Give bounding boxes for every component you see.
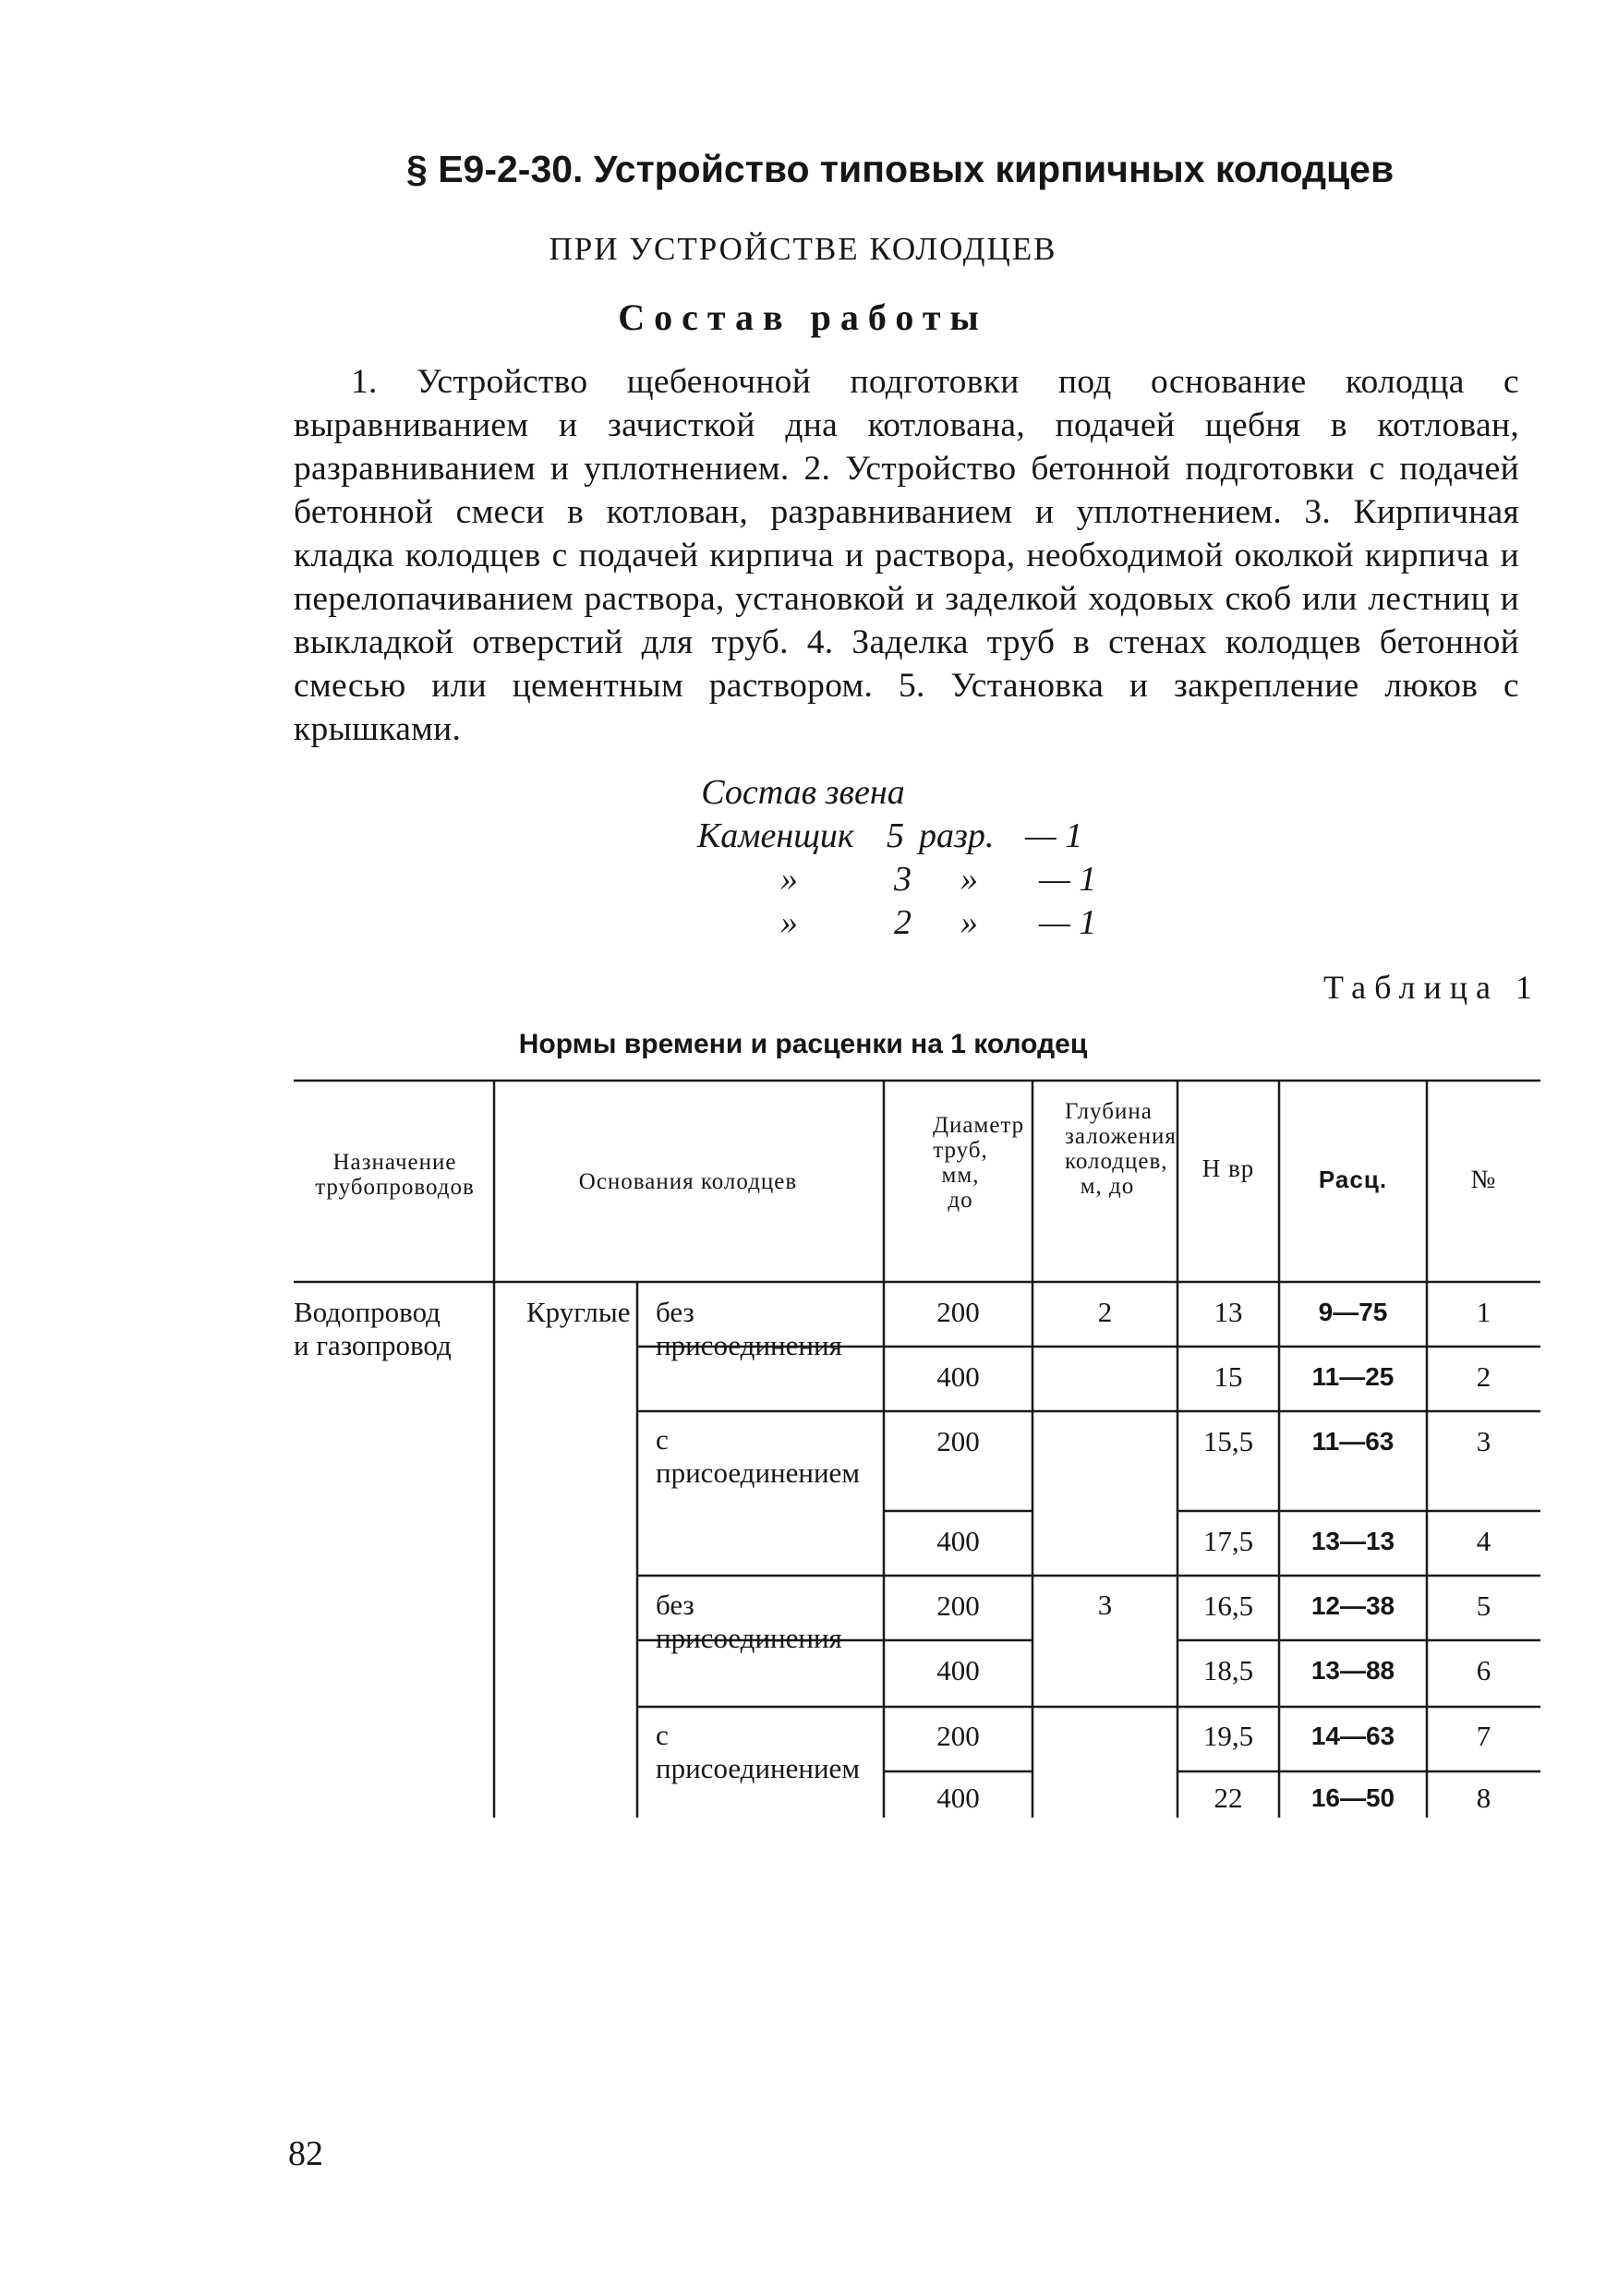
crew-role-0: Каменщик [697, 816, 854, 855]
cell-norm-4: 17,5 [1202, 1525, 1254, 1557]
cell-diameter-5: 200 [936, 1589, 980, 1622]
cell-diameter-6: 400 [936, 1654, 980, 1686]
cell-norm-8: 22 [1214, 1782, 1243, 1814]
cell-kind-1: без присоединения [656, 1296, 842, 1361]
work-composition-text: 1. Устройство щебеночной подготовки под основание колодца с выравниванием и зачисткой дна котлована, подачей щебня в котлован, разравниванием и уплотнением. 2. Устройство бетонной подготовки с подачей бетонной смеси в котлован, разравниванием и уплотнением. 3. Кирпичная кладка колодцев с подачей кирпича и раствора, необходимой околкой кирпича и перелопачиванием раствора, установкой и заделкой ходовых скоб или лестниц и выкладкой отверстий для труб. 4. Заделка труб в стенах колодцев бетонной смесью или цементным раствором. 5. Установка и закрепление люков с крышками. [294, 363, 1519, 748]
cell-number-1: 1 [1476, 1296, 1491, 1328]
cell-norm-3: 15,5 [1202, 1425, 1254, 1457]
cell-diameter-7: 200 [936, 1720, 980, 1752]
table-label: Таблица 1 [1323, 969, 1540, 1006]
cell-rate-5: 12—38 [1310, 1591, 1395, 1620]
cell-norm-1: 13 [1214, 1296, 1243, 1328]
cell-kind-3: без присоединения [656, 1589, 842, 1654]
cell-diameter-2: 400 [936, 1360, 980, 1393]
header-norm: Н вр [1201, 1154, 1255, 1182]
header-depth: Глубина заложения колодцев, м, до [1065, 1099, 1177, 1199]
crew-grade-1: 3 [894, 860, 912, 899]
crew-count-0: — 1 [1025, 816, 1083, 855]
crew-title: Состав звена [701, 773, 905, 812]
cell-depth-1: 2 [1097, 1296, 1113, 1328]
cell-rate-3: 11—63 [1311, 1427, 1395, 1456]
crew-role-2: » [780, 903, 798, 942]
cell-norm-5: 16,5 [1202, 1589, 1254, 1622]
crew-count-2: — 1 [1039, 903, 1097, 942]
cell-kind-4: с присоединением [656, 1719, 860, 1784]
crew-count-1: — 1 [1039, 860, 1097, 899]
cell-rate-8: 16—50 [1310, 1783, 1395, 1812]
page-number: 82 [288, 2134, 323, 2173]
cell-diameter-4: 400 [936, 1525, 980, 1557]
header-rate: Расц. [1318, 1166, 1388, 1193]
table-caption: Нормы времени и расценки на 1 колодец [518, 1029, 1088, 1059]
cell-rate-2: 11—25 [1311, 1362, 1395, 1391]
cell-shape: Круглые [526, 1296, 631, 1328]
cell-number-5: 5 [1476, 1589, 1491, 1622]
cell-number-2: 2 [1476, 1360, 1491, 1393]
work-composition-title: Состав работы [618, 296, 988, 338]
section-heading: § Е9-2-30. Устройство типовых кирпичных колодцев [406, 148, 1395, 190]
cell-diameter-1: 200 [936, 1296, 980, 1328]
cell-number-4: 4 [1476, 1525, 1491, 1557]
cell-kind-2: с присоединением [656, 1423, 860, 1489]
crew-unit-2: » [960, 903, 978, 942]
cell-rate-4: 13—13 [1310, 1527, 1395, 1555]
cell-norm-7: 19,5 [1202, 1720, 1254, 1752]
cell-number-8: 8 [1476, 1782, 1491, 1814]
header-purpose: Назначение трубопроводов [315, 1150, 475, 1200]
header-diameter: Диаметр труб, мм, до [933, 1113, 1025, 1213]
cell-norm-6: 18,5 [1202, 1654, 1254, 1686]
header-base: Основания колодцев [578, 1169, 798, 1194]
cell-rate-7: 14—63 [1310, 1722, 1395, 1750]
crew-grade-0: 5 [887, 816, 904, 855]
cell-rate-1: 9—75 [1318, 1298, 1388, 1326]
cell-rate-6: 13—88 [1310, 1656, 1395, 1685]
crew-role-1: » [780, 860, 798, 899]
crew-grade-2: 2 [894, 903, 912, 942]
cell-norm-2: 15 [1214, 1360, 1243, 1393]
cell-diameter-8: 400 [936, 1782, 980, 1814]
cell-diameter-3: 200 [936, 1425, 980, 1457]
cell-purpose: Водопровод и газопровод [294, 1296, 452, 1361]
cell-depth-2: 3 [1097, 1589, 1113, 1621]
cell-number-6: 6 [1476, 1654, 1491, 1686]
crew-unit-0: разр. [919, 816, 995, 855]
subheading: ПРИ УСТРОЙСТВЕ КОЛОДЦЕВ [549, 231, 1057, 267]
crew-unit-1: » [960, 860, 978, 899]
cell-number-7: 7 [1476, 1720, 1491, 1752]
header-number: № [1470, 1166, 1497, 1194]
cell-number-3: 3 [1476, 1425, 1491, 1457]
